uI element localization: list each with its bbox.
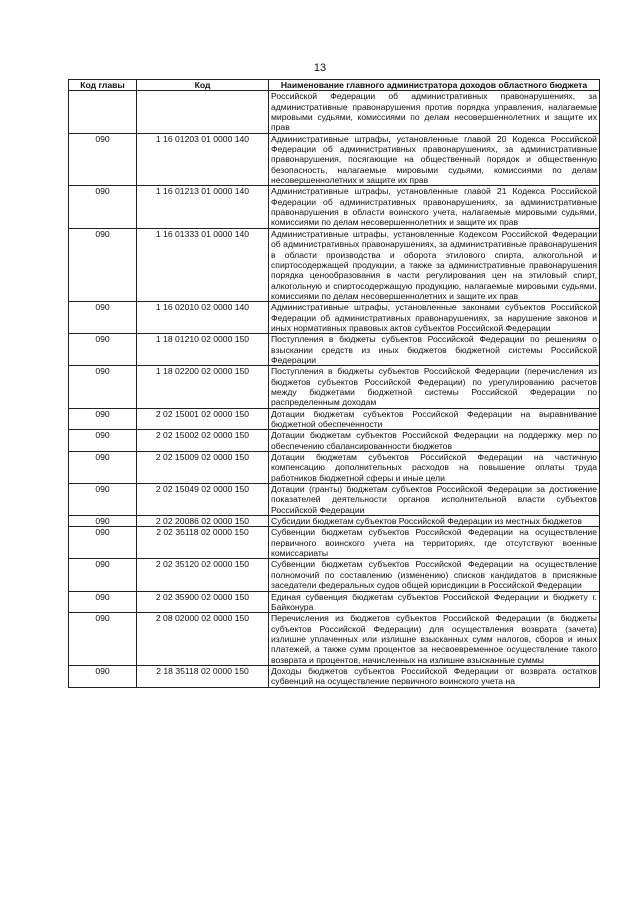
- header-name: Наименование главного администратора доходов областного бюджета: [269, 80, 600, 91]
- name-cell: Субвенции бюджетам субъектов Российской Федерации на осуществление полномочий по составлению (изменению) списков кандидатов в присяжные заседатели федеральных судов общей юрисдикции в Российской Федерации: [269, 559, 600, 591]
- name-cell: Доходы бюджетов субъектов Российской Федерации от возврата остатков субвенций на осуществление первичного воинского учета на: [269, 665, 600, 687]
- chapter-cell: 090: [69, 559, 137, 591]
- chapter-cell: 090: [69, 133, 137, 186]
- name-cell: Перечисления из бюджетов субъектов Российской Федерации (в бюджеты субъектов Российской Федерации) для осуществления возврата (зачета) излишне уплаченных или излишне взысканных сумм налогов, сборов и иных платежей, а также сумм процентов за несвоевременное осуществление такого возврата и процентов, начисленных на излишне взысканные суммы: [269, 613, 600, 666]
- name-cell: Субвенции бюджетам субъектов Российской Федерации на осуществление первичного воинского учета на территориях, где отсутствуют военные комиссариаты: [269, 527, 600, 559]
- table-row: [69, 302, 600, 334]
- code-cell: 2 02 35900 02 0000 150: [137, 591, 269, 613]
- code-cell: 2 08 02000 02 0000 150: [137, 613, 269, 666]
- table-row: [69, 133, 600, 186]
- name-cell: Дотации бюджетам субъектов Российской Федерации на выравнивание бюджетной обеспеченности: [269, 408, 600, 430]
- code-cell: 2 02 15001 02 0000 150: [137, 408, 269, 430]
- table-row: [69, 527, 600, 559]
- table-row: [69, 591, 600, 613]
- code-cell: 2 02 20086 02 0000 150: [137, 516, 269, 527]
- name-cell: Поступления в бюджеты субъектов Российской Федерации (перечисления из бюджетов субъектов Российской Федерации) по урегулированию расчетов между бюджетами бюджетной системы Российской Федерации по распределенным доходам: [269, 366, 600, 408]
- page-number: 13: [313, 62, 327, 74]
- chapter-cell: 090: [69, 302, 137, 334]
- chapter-cell: 090: [69, 430, 137, 452]
- chapter-cell: 090: [69, 366, 137, 408]
- table-row: [69, 559, 600, 591]
- name-cell: Административные штрафы, установленные Кодексом Российской Федерации об административных правонарушениях, за административные правонарушения в области производства и оборота этилового спирта, алкогольной и спиртосодержащей продукции, а также за административные правонарушения порядка ценообразования в части регулирования цен на этиловый спирт, алкогольную и спиртосодержащую продукцию, налагаемые мировыми судьями, комиссиями по делам несовершеннолетних и защите их прав: [269, 228, 600, 301]
- code-cell: 2 02 15049 02 0000 150: [137, 484, 269, 516]
- name-cell: Поступления в бюджеты субъектов Российской Федерации по решениям о взыскании средств из иных бюджетов бюджетной системы Российской Федерации: [269, 334, 600, 366]
- table-row: [69, 186, 600, 228]
- name-cell: Субсидии бюджетам субъектов Российской Федерации из местных бюджетов: [269, 516, 600, 527]
- income-administrators-table: [68, 79, 600, 688]
- table-row: [69, 91, 600, 133]
- table-row: [69, 516, 600, 527]
- table-row: [69, 366, 600, 408]
- table-row: [69, 408, 600, 430]
- chapter-cell: 090: [69, 228, 137, 301]
- code-cell: 1 16 02010 02 0000 140: [137, 302, 269, 334]
- header-chapter-code: Код главы: [69, 80, 137, 91]
- chapter-cell: 090: [69, 186, 137, 228]
- name-cell: Российской Федерации об административных правонарушениях, за административные правонарушения против порядка управления, налагаемые мировыми судьями, комиссиями по делам несовершеннолетних и защите их прав: [269, 91, 600, 133]
- name-cell: Единая субвенция бюджетам субъектов Российской Федерации и бюджету г. Байконура: [269, 591, 600, 613]
- table-row: [69, 613, 600, 666]
- code-cell: 2 18 35118 02 0000 150: [137, 665, 269, 687]
- table-row: [69, 334, 600, 366]
- chapter-cell: 090: [69, 613, 137, 666]
- chapter-cell: 090: [69, 452, 137, 484]
- table-row: [69, 430, 600, 452]
- code-cell: 1 16 01203 01 0000 140: [137, 133, 269, 186]
- name-cell: Административные штрафы, установленные главой 21 Кодекса Российской Федерации об административных правонарушениях, за административные правонарушения в области воинского учета, налагаемые мировыми судьями, комиссиями по делам несовершеннолетних и защите их прав: [269, 186, 600, 228]
- chapter-cell: 090: [69, 591, 137, 613]
- code-cell: 2 02 15002 02 0000 150: [137, 430, 269, 452]
- chapter-cell: 090: [69, 408, 137, 430]
- chapter-cell: 090: [69, 527, 137, 559]
- code-cell: 1 18 02200 02 0000 150: [137, 366, 269, 408]
- name-cell: Дотации бюджетам субъектов Российской Федерации на частичную компенсацию дополнительных расходов на повышение оплаты труда работников бюджетной сферы и иные цели: [269, 452, 600, 484]
- chapter-cell: 090: [69, 665, 137, 687]
- name-cell: Дотации (гранты) бюджетам субъектов Российской Федерации за достижение показателей деятельности органов исполнительной власти субъектов Российской Федерации: [269, 484, 600, 516]
- code-cell: 2 02 35120 02 0000 150: [137, 559, 269, 591]
- code-cell: 1 16 01333 01 0000 140: [137, 228, 269, 301]
- code-cell: 1 18 01210 02 0000 150: [137, 334, 269, 366]
- code-cell: 2 02 15009 02 0000 150: [137, 452, 269, 484]
- table-header-row: [69, 80, 600, 91]
- chapter-cell: 090: [69, 334, 137, 366]
- table-row: [69, 228, 600, 301]
- chapter-cell: [69, 91, 137, 133]
- code-cell: 2 02 35118 02 0000 150: [137, 527, 269, 559]
- name-cell: Дотации бюджетам субъектов Российской Федерации на поддержку мер по обеспечению сбалансированности бюджетов: [269, 430, 600, 452]
- table-row: [69, 665, 600, 687]
- chapter-cell: 090: [69, 516, 137, 527]
- name-cell: Административные штрафы, установленные главой 20 Кодекса Российской Федерации об административных правонарушениях, за административные правонарушения, посягающие на общественный порядок и общественную безопасность, налагаемые мировыми судьями, комиссиями по делам несовершеннолетних и защите их прав: [269, 133, 600, 186]
- header-code: Код: [137, 80, 269, 91]
- code-cell: [137, 91, 269, 133]
- name-cell: Административные штрафы, установленные законами субъектов Российской Федерации об административных правонарушениях, за нарушение законов и иных нормативных правовых актов субъектов Российской Федерации: [269, 302, 600, 334]
- chapter-cell: 090: [69, 484, 137, 516]
- table-row: [69, 484, 600, 516]
- table-row: [69, 452, 600, 484]
- code-cell: 1 16 01213 01 0000 140: [137, 186, 269, 228]
